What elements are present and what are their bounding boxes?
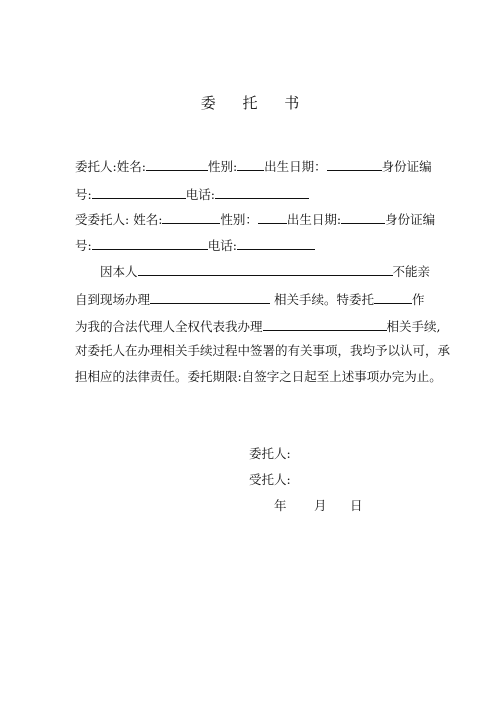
agent-birth-blank[interactable] bbox=[341, 210, 385, 224]
principal-id-label-2: 号: bbox=[75, 187, 92, 202]
agent-birth-label: 出生日期: bbox=[286, 212, 342, 227]
agent-name-inline-blank[interactable] bbox=[374, 290, 412, 304]
sign-principal-label: 委托人: bbox=[249, 446, 291, 461]
principal-gender-label: 性别: bbox=[207, 159, 238, 174]
body-l5: 担相应的法律责任。委托期限:自签字之日起至上述事项办完为止。 bbox=[75, 369, 442, 384]
matter-blank[interactable] bbox=[263, 317, 387, 331]
agent-name-blank[interactable] bbox=[162, 210, 220, 224]
principal-gender-blank[interactable] bbox=[237, 157, 264, 171]
body-l2-a: 自到现场办理 bbox=[75, 292, 151, 307]
body-l2-b: 相关手续。特委托 bbox=[270, 292, 374, 307]
agent-name-label: 姓名: bbox=[133, 212, 163, 227]
principal-name-label: 姓名: bbox=[116, 159, 146, 174]
body-l1-b: 不能亲 bbox=[392, 264, 431, 279]
date-month-label: 月 bbox=[314, 498, 327, 513]
body-line-3 bbox=[75, 317, 441, 333]
principal-phone-label: 电话: bbox=[185, 187, 215, 202]
sign-agent-label: 受托人: bbox=[249, 472, 291, 487]
body-line-5 bbox=[75, 369, 442, 385]
principal-id-blank[interactable] bbox=[92, 185, 186, 199]
agent-id-blank[interactable] bbox=[92, 236, 208, 250]
body-l2-c: 作 bbox=[412, 292, 425, 307]
agent-line-2 bbox=[75, 236, 315, 252]
date-day-label: 日 bbox=[350, 498, 363, 513]
agent-line-1 bbox=[75, 210, 435, 226]
body-l1-a: 因本人 bbox=[100, 264, 138, 279]
location-blank[interactable] bbox=[150, 290, 270, 304]
body-line-4 bbox=[75, 343, 451, 359]
body-l3-b: 相关手续, bbox=[386, 319, 441, 334]
agent-gender-blank[interactable] bbox=[258, 210, 287, 224]
principal-phone-blank[interactable] bbox=[215, 185, 309, 199]
principal-label: 委托人: bbox=[75, 159, 117, 174]
principal-birth-label: 出生日期： bbox=[264, 159, 327, 174]
agent-phone-label: 电话: bbox=[207, 238, 237, 253]
document-title: 委 托 书 bbox=[200, 94, 311, 112]
agent-id-label-1: 身份证编 bbox=[385, 212, 436, 227]
principal-line-2 bbox=[75, 185, 309, 201]
reason-blank[interactable] bbox=[138, 262, 393, 276]
agent-phone-blank[interactable] bbox=[237, 236, 315, 250]
principal-birth-blank[interactable] bbox=[327, 157, 382, 171]
principal-line-1 bbox=[75, 157, 432, 173]
agent-label: 受委托人: bbox=[75, 212, 134, 227]
body-line-2 bbox=[75, 290, 425, 306]
date-year-label: 年 bbox=[274, 498, 287, 513]
agent-id-label-2: 号: bbox=[75, 238, 92, 253]
agent-gender-label: 性别： bbox=[220, 212, 258, 227]
body-l3-a: 为我的合法代理人全权代表我办理 bbox=[75, 319, 263, 334]
body-l4: 对委托人在办理相关手续过程中签署的有关事项，我均予以认可，承 bbox=[75, 343, 451, 358]
body-line-1 bbox=[100, 262, 430, 278]
principal-name-blank[interactable] bbox=[146, 157, 208, 171]
principal-id-label-1: 身份证编 bbox=[381, 159, 432, 174]
